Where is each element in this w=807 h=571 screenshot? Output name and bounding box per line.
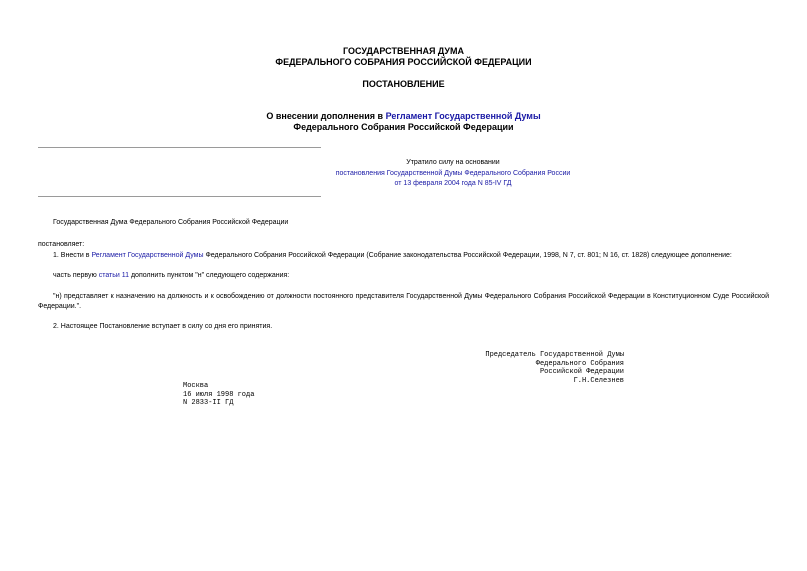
- divider-bottom: [38, 196, 321, 197]
- revocation-link-line-1: [208, 169, 698, 179]
- item-1-suffix: Федерального Собрания Российской Федерации (Собрание законодательства Российской Федерации, 1998, N 7, ст. 801; N 16, ст. 1828) следующее дополнение:: [203, 252, 732, 259]
- place-date-block: [183, 382, 254, 408]
- item-1-prefix: 1. Внести в: [53, 252, 92, 259]
- signature-line-2: Федерального Собрания: [535, 359, 624, 368]
- revocation-decree-link[interactable]: постановления Государственной Думы Федерального Собрания России: [335, 170, 571, 177]
- part-one-paragraph: [53, 271, 289, 280]
- part-suffix: дополнить пунктом "н" следующего содержания:: [129, 272, 290, 279]
- item-1-paragraph: [53, 251, 732, 260]
- item-1-reglament-link[interactable]: Регламент Государственной Думы: [91, 252, 204, 259]
- article-11-link[interactable]: статьи 11: [98, 272, 130, 279]
- place-date: 16 июля 1998 года: [183, 390, 255, 399]
- document-number: N 2833-II ГД: [183, 399, 234, 407]
- signature-line-4: Г.Н.Селезнев: [573, 376, 624, 385]
- signature-line-3: Российской Федерации: [539, 368, 624, 376]
- title-prefix: О внесении дополнения в: [266, 111, 386, 121]
- item-2-paragraph: 2. Настоящее Постановление вступает в силу со дня его принятия.: [53, 323, 273, 330]
- signature-line-1: Председатель Государственной Думы: [485, 351, 624, 359]
- document-type: ПОСТАНОВЛЕНИЕ: [362, 79, 445, 89]
- revocation-date-link[interactable]: от 13 февраля 2004 года N 85-IV ГД: [394, 180, 512, 187]
- title-reglament-link[interactable]: Регламент Государственной Думы: [385, 111, 541, 121]
- document-title-line-1: [0, 111, 807, 122]
- revocation-link-line-2: [208, 179, 698, 189]
- resolves-label: постановляет:: [38, 241, 85, 248]
- issuer-paragraph: Государственная Дума Федерального Собрания Российской Федерации: [53, 219, 289, 226]
- document-title-line-2: Федерального Собрания Российской Федерации: [293, 122, 514, 132]
- divider-top: [38, 147, 321, 148]
- signature-block: [485, 351, 624, 385]
- header-line-1: ГОСУДАРСТВЕННАЯ ДУМА: [342, 46, 465, 56]
- place-city: Москва: [183, 382, 209, 390]
- revocation-note: Утратило силу на основании: [406, 159, 500, 166]
- quote-paragraph: "н) представляет к назначению на должность и к освобождению от должности постоянного представителя Государственной Думы Федерального Собрания Российской Федерации в Конституционном Суде Российской Федерации.".: [38, 293, 769, 310]
- part-prefix: часть первую: [53, 272, 99, 279]
- header-line-2: ФЕДЕРАЛЬНОГО СОБРАНИЯ РОССИЙСКОЙ ФЕДЕРАЦИИ: [275, 57, 532, 67]
